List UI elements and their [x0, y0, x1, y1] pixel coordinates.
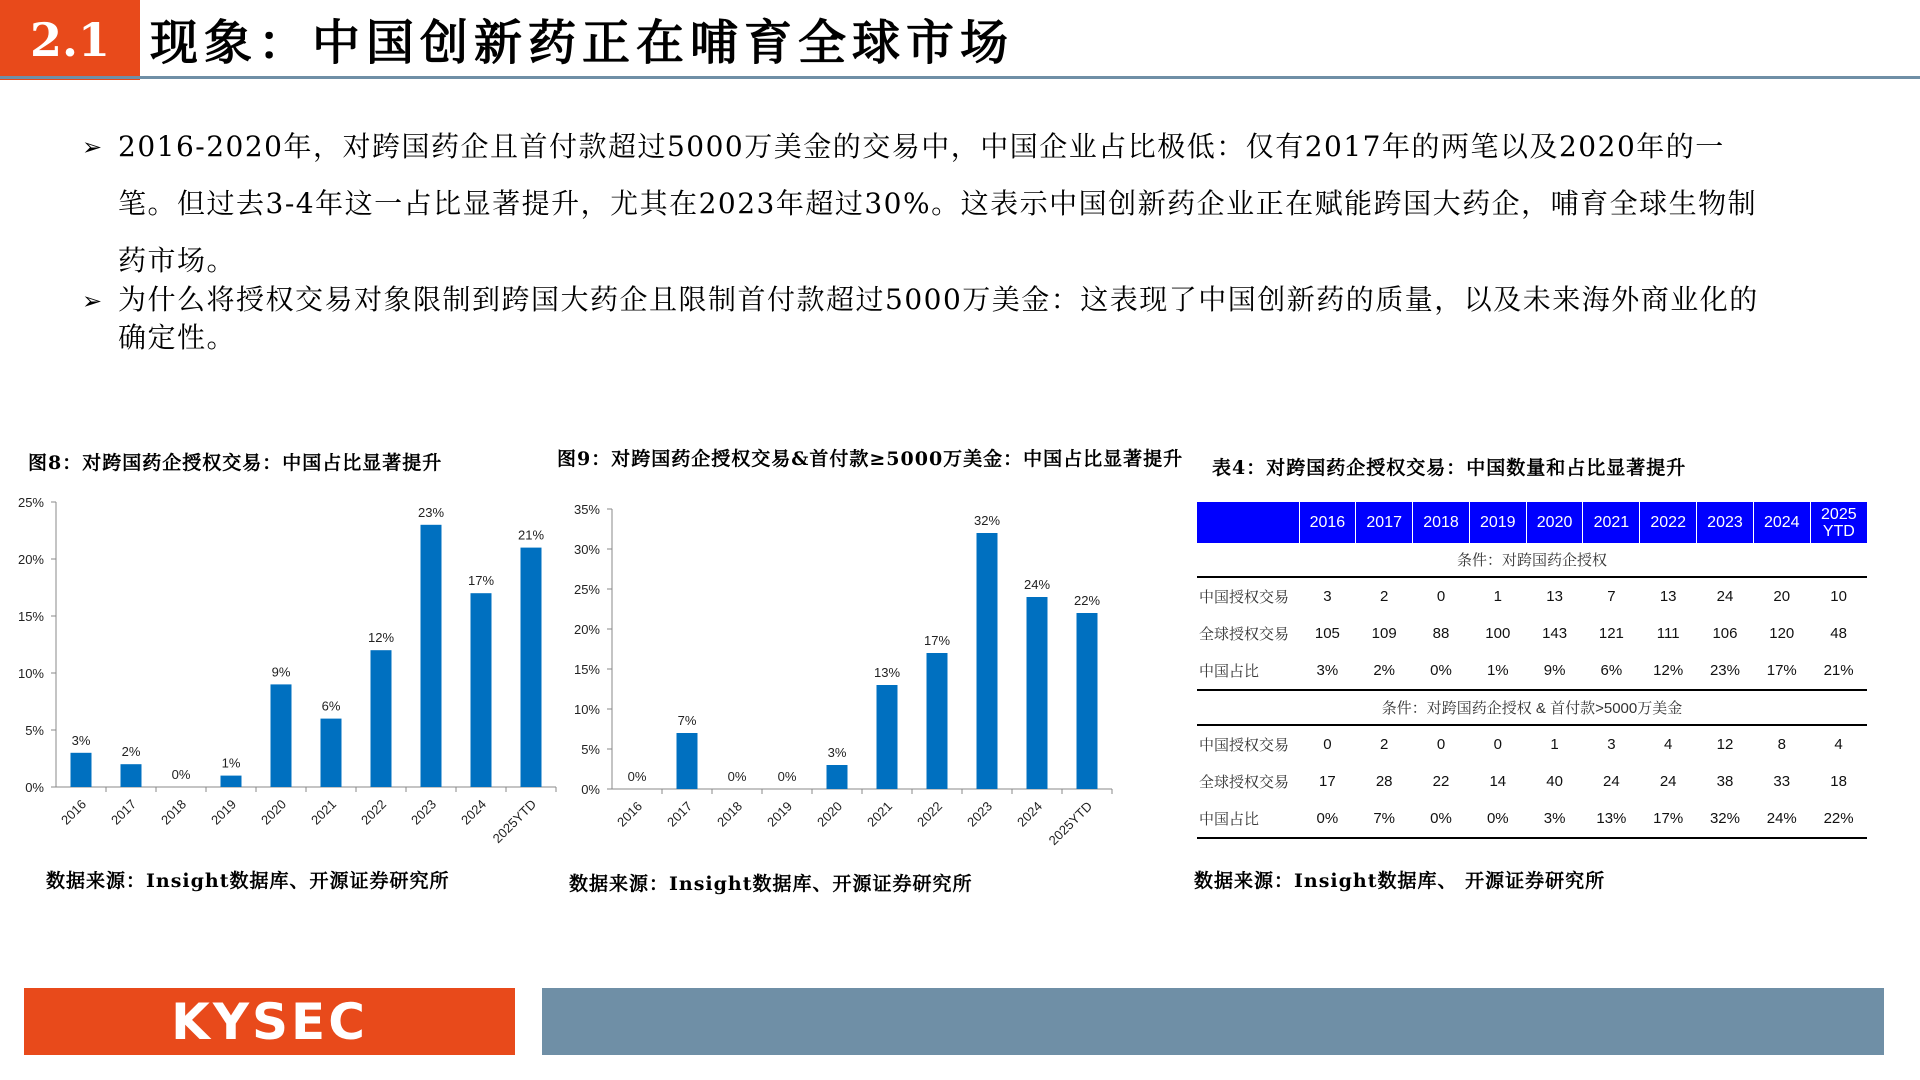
table-cell: 24 [1603, 773, 1620, 790]
table-header-cell: 2025 YTD [1810, 502, 1867, 543]
table-cell: 3 [1607, 736, 1616, 753]
data-label: 23% [417, 504, 445, 520]
arrow-bullet-icon: ➢ [82, 133, 104, 161]
y-tick-label: 10% [573, 702, 600, 717]
table-cell: 24 [1716, 588, 1734, 605]
table-cell: 143 [1542, 625, 1568, 642]
table-4-source: 数据来源：Insight数据库、 开源证券研究所 [1194, 870, 1606, 892]
table-cell: 17 [1319, 773, 1336, 790]
data-label: 17% [467, 573, 495, 589]
table-cell: 106 [1712, 625, 1738, 642]
table-cell: 120 [1769, 625, 1795, 642]
table-condition-row [1197, 543, 1867, 577]
kysec-logo: KYSEC [171, 992, 368, 1051]
data-label: 1% [221, 755, 241, 771]
bullet-list [82, 118, 1782, 357]
table-cell: 48 [1830, 625, 1847, 642]
bar [71, 753, 92, 787]
table-cell: 1 [1550, 736, 1559, 753]
x-tick-label: 2018 [158, 796, 190, 828]
arrow-bullet-icon: ➢ [82, 287, 104, 315]
table-cell: 8 [1777, 736, 1786, 753]
x-tick-label: 2022 [358, 796, 390, 828]
table-4 [1197, 502, 1867, 839]
table-cell: 17% [1640, 800, 1697, 838]
table-header-cell: 2020 [1526, 502, 1583, 543]
table-row-label: 全球授权交易 [1199, 626, 1290, 643]
table-cell: 0% [1299, 800, 1356, 838]
bar [521, 548, 542, 787]
table-header-cell: 2019 [1469, 502, 1526, 543]
data-label: 6% [321, 698, 341, 714]
bar [121, 764, 142, 787]
x-tick-label: 2020 [258, 796, 290, 828]
table-cell: 0% [1413, 652, 1470, 690]
table-cell: 121 [1598, 625, 1624, 642]
bullet-text: 为什么将授权交易对象限制到跨国大药企且限制首付款超过5000万美金：这表现了中国创新药的质量，以及未来海外商业化的确定性。 [118, 283, 1759, 354]
table-cell: 18 [1830, 773, 1847, 790]
y-tick-label: 5% [581, 742, 600, 757]
table-cell: 0 [1436, 736, 1446, 753]
x-tick-label: 2020 [814, 798, 846, 830]
figure-8-source: 数据来源：Insight数据库、开源证券研究所 [46, 870, 450, 892]
table-cell: 14 [1489, 773, 1507, 790]
table-cell: 22 [1432, 773, 1450, 790]
data-label: 13% [873, 665, 901, 680]
table-cell: 3% [1526, 800, 1583, 838]
x-tick-label: 2023 [408, 796, 440, 828]
y-tick-label: 20% [573, 622, 600, 637]
table-row-label: 中国占比 [1197, 800, 1299, 838]
data-label: 21% [517, 527, 545, 543]
table-cell: 7% [1356, 800, 1413, 838]
data-label: 0% [627, 769, 647, 784]
data-label: 0% [727, 769, 747, 784]
table-header-row [1197, 502, 1867, 543]
title-divider [0, 76, 1920, 79]
figure-9-source: 数据来源：Insight数据库、开源证券研究所 [569, 873, 973, 895]
table-cell: 40 [1546, 773, 1563, 790]
footer-logo-block [24, 988, 515, 1055]
y-tick-label: 5% [25, 723, 44, 738]
table-cell: 2 [1380, 736, 1389, 753]
table-cell: 3 [1323, 588, 1332, 605]
data-label: 3% [827, 745, 847, 760]
table-row [1197, 577, 1867, 615]
table-cell: 0 [1493, 736, 1502, 753]
bar [1027, 597, 1048, 789]
table-header-cell: 2022 [1640, 502, 1697, 543]
table-cell: 13 [1659, 588, 1677, 605]
table-cell: 22% [1810, 800, 1867, 838]
bar [977, 533, 998, 789]
y-tick-label: 30% [573, 542, 600, 557]
chart-fig8 [0, 485, 560, 855]
data-label: 9% [271, 664, 291, 680]
section-number: 2.1 [0, 0, 140, 80]
table-row-label: 中国授权交易 [1199, 589, 1290, 606]
x-tick-label: 2021 [308, 796, 340, 828]
table-cell: 24 [1659, 773, 1677, 790]
table-cell: 88 [1432, 625, 1450, 642]
bullet-item [82, 281, 1782, 357]
x-tick-label: 2017 [108, 796, 140, 828]
bar [321, 719, 342, 787]
data-label: 3% [71, 732, 91, 748]
table-cell: 2 [1380, 588, 1389, 605]
table-header-cell: 2024 [1753, 502, 1810, 543]
table-cell: 100 [1485, 625, 1511, 642]
table-header-cell: 2021 [1583, 502, 1640, 543]
table-cell: 38 [1716, 773, 1734, 790]
x-tick-label: 2018 [714, 798, 746, 830]
table-row [1197, 763, 1867, 800]
table-cell: 21% [1810, 652, 1867, 690]
data-label: 2% [121, 744, 141, 760]
figure-8-title: 图8：对跨国药企授权交易：中国占比显著提升 [28, 452, 443, 474]
table-header-corner [1197, 502, 1299, 543]
x-tick-label: 2019 [208, 796, 240, 828]
bar [1077, 613, 1098, 789]
x-tick-label: 2021 [864, 798, 896, 830]
data-label: 7% [677, 713, 697, 728]
x-tick-label: 2017 [664, 798, 696, 830]
table-header-cell: 2016 [1299, 502, 1356, 543]
y-tick-label: 35% [573, 502, 600, 517]
data-label: 24% [1023, 577, 1051, 592]
y-tick-label: 20% [17, 552, 44, 567]
table-cell: 2% [1356, 652, 1413, 690]
data-label: 32% [973, 513, 1001, 528]
table-cell: 12 [1716, 736, 1734, 753]
x-tick-label: 2025YTD [1045, 798, 1096, 848]
bar [827, 765, 848, 789]
table-condition-cell: 条件：对跨国药企授权 & 首付款>5000万美金 [1197, 690, 1867, 725]
table-cell: 13% [1583, 800, 1640, 838]
x-tick-label: 2023 [964, 798, 996, 830]
data-label: 12% [367, 630, 395, 646]
table-cell: 13 [1546, 588, 1563, 605]
bar [927, 653, 948, 789]
x-tick-label: 2022 [914, 798, 946, 830]
table-cell: 4 [1664, 736, 1673, 753]
bar [877, 685, 898, 789]
data-label: 17% [923, 633, 951, 648]
table-4-title: 表4：对跨国药企授权交易：中国数量和占比显著提升 [1212, 457, 1687, 479]
y-tick-label: 0% [581, 782, 600, 797]
table-cell: 32% [1697, 800, 1754, 838]
table-row-label: 全球授权交易 [1199, 774, 1290, 791]
bar [421, 525, 442, 787]
table-cell: 10 [1830, 588, 1847, 605]
table-header-cell: 2018 [1413, 502, 1470, 543]
table-cell: 0 [1436, 588, 1446, 605]
table-cell: 1% [1469, 652, 1526, 690]
chart-fig9 [555, 492, 1135, 862]
bullet-text: 2016-2020年，对跨国药企且首付款超过5000万美金的交易中，中国企业占比极低：仅有2017年的两笔以及2020年的一笔。但过去3-4年这一占比显著提升，尤其在2023年超过30%。这表示中国创新药企业正在赋能跨国大药企，哺育全球生物制药市场。 [118, 130, 1758, 277]
table-condition-cell: 条件：对跨国药企授权 [1197, 543, 1867, 577]
bar [271, 684, 292, 787]
table-row [1197, 615, 1867, 652]
table-row [1197, 800, 1867, 838]
table-cell: 109 [1371, 625, 1397, 642]
figure-9-title: 图9：对跨国药企授权交易&首付款≥5000万美金：中国占比显著提升 [557, 448, 1184, 470]
table-cell: 105 [1314, 625, 1340, 642]
table-cell: 28 [1375, 773, 1393, 790]
y-tick-label: 15% [573, 662, 600, 677]
table-header-cell: 2017 [1356, 502, 1413, 543]
x-tick-label: 2024 [458, 796, 490, 828]
table-cell: 0% [1413, 800, 1470, 838]
y-tick-label: 15% [17, 609, 44, 624]
bullet-item [82, 118, 1782, 289]
data-label: 0% [171, 767, 191, 782]
page-title: 现象：中国创新药正在哺育全球市场 [150, 15, 1015, 71]
y-tick-label: 25% [573, 582, 600, 597]
x-tick-label: 2016 [614, 798, 646, 830]
table-row-label: 中国占比 [1197, 652, 1299, 690]
table-cell: 9% [1526, 652, 1583, 690]
bar [371, 650, 392, 787]
table-cell: 20 [1773, 588, 1791, 605]
y-tick-label: 10% [17, 666, 44, 681]
x-tick-label: 2024 [1014, 798, 1046, 830]
footer-bar [542, 988, 1884, 1055]
table-cell: 23% [1697, 652, 1754, 690]
table-condition-row [1197, 690, 1867, 725]
x-tick-label: 2019 [764, 798, 796, 830]
table-row [1197, 652, 1867, 690]
table-cell: 4 [1834, 736, 1843, 753]
table-cell: 111 [1656, 625, 1680, 642]
table-cell: 7 [1607, 588, 1616, 605]
table-cell: 3% [1299, 652, 1356, 690]
bar [677, 733, 698, 789]
table-row-label: 中国授权交易 [1199, 737, 1290, 754]
table-cell: 1 [1493, 588, 1502, 605]
data-label: 0% [777, 769, 797, 784]
y-tick-label: 0% [25, 780, 44, 795]
table-cell: 12% [1640, 652, 1697, 690]
table-cell: 33 [1773, 773, 1791, 790]
table-cell: 0 [1323, 736, 1332, 753]
table-header-cell: 2023 [1697, 502, 1754, 543]
table-cell: 6% [1583, 652, 1640, 690]
bar [221, 776, 242, 787]
table-row [1197, 725, 1867, 763]
bar [471, 593, 492, 787]
data-label: 22% [1073, 593, 1101, 608]
x-tick-label: 2016 [58, 796, 90, 828]
table-cell: 17% [1753, 652, 1810, 690]
table-cell: 0% [1469, 800, 1526, 838]
y-tick-label: 25% [17, 495, 44, 510]
table-cell: 24% [1753, 800, 1810, 838]
x-tick-label: 2025YTD [489, 796, 540, 846]
